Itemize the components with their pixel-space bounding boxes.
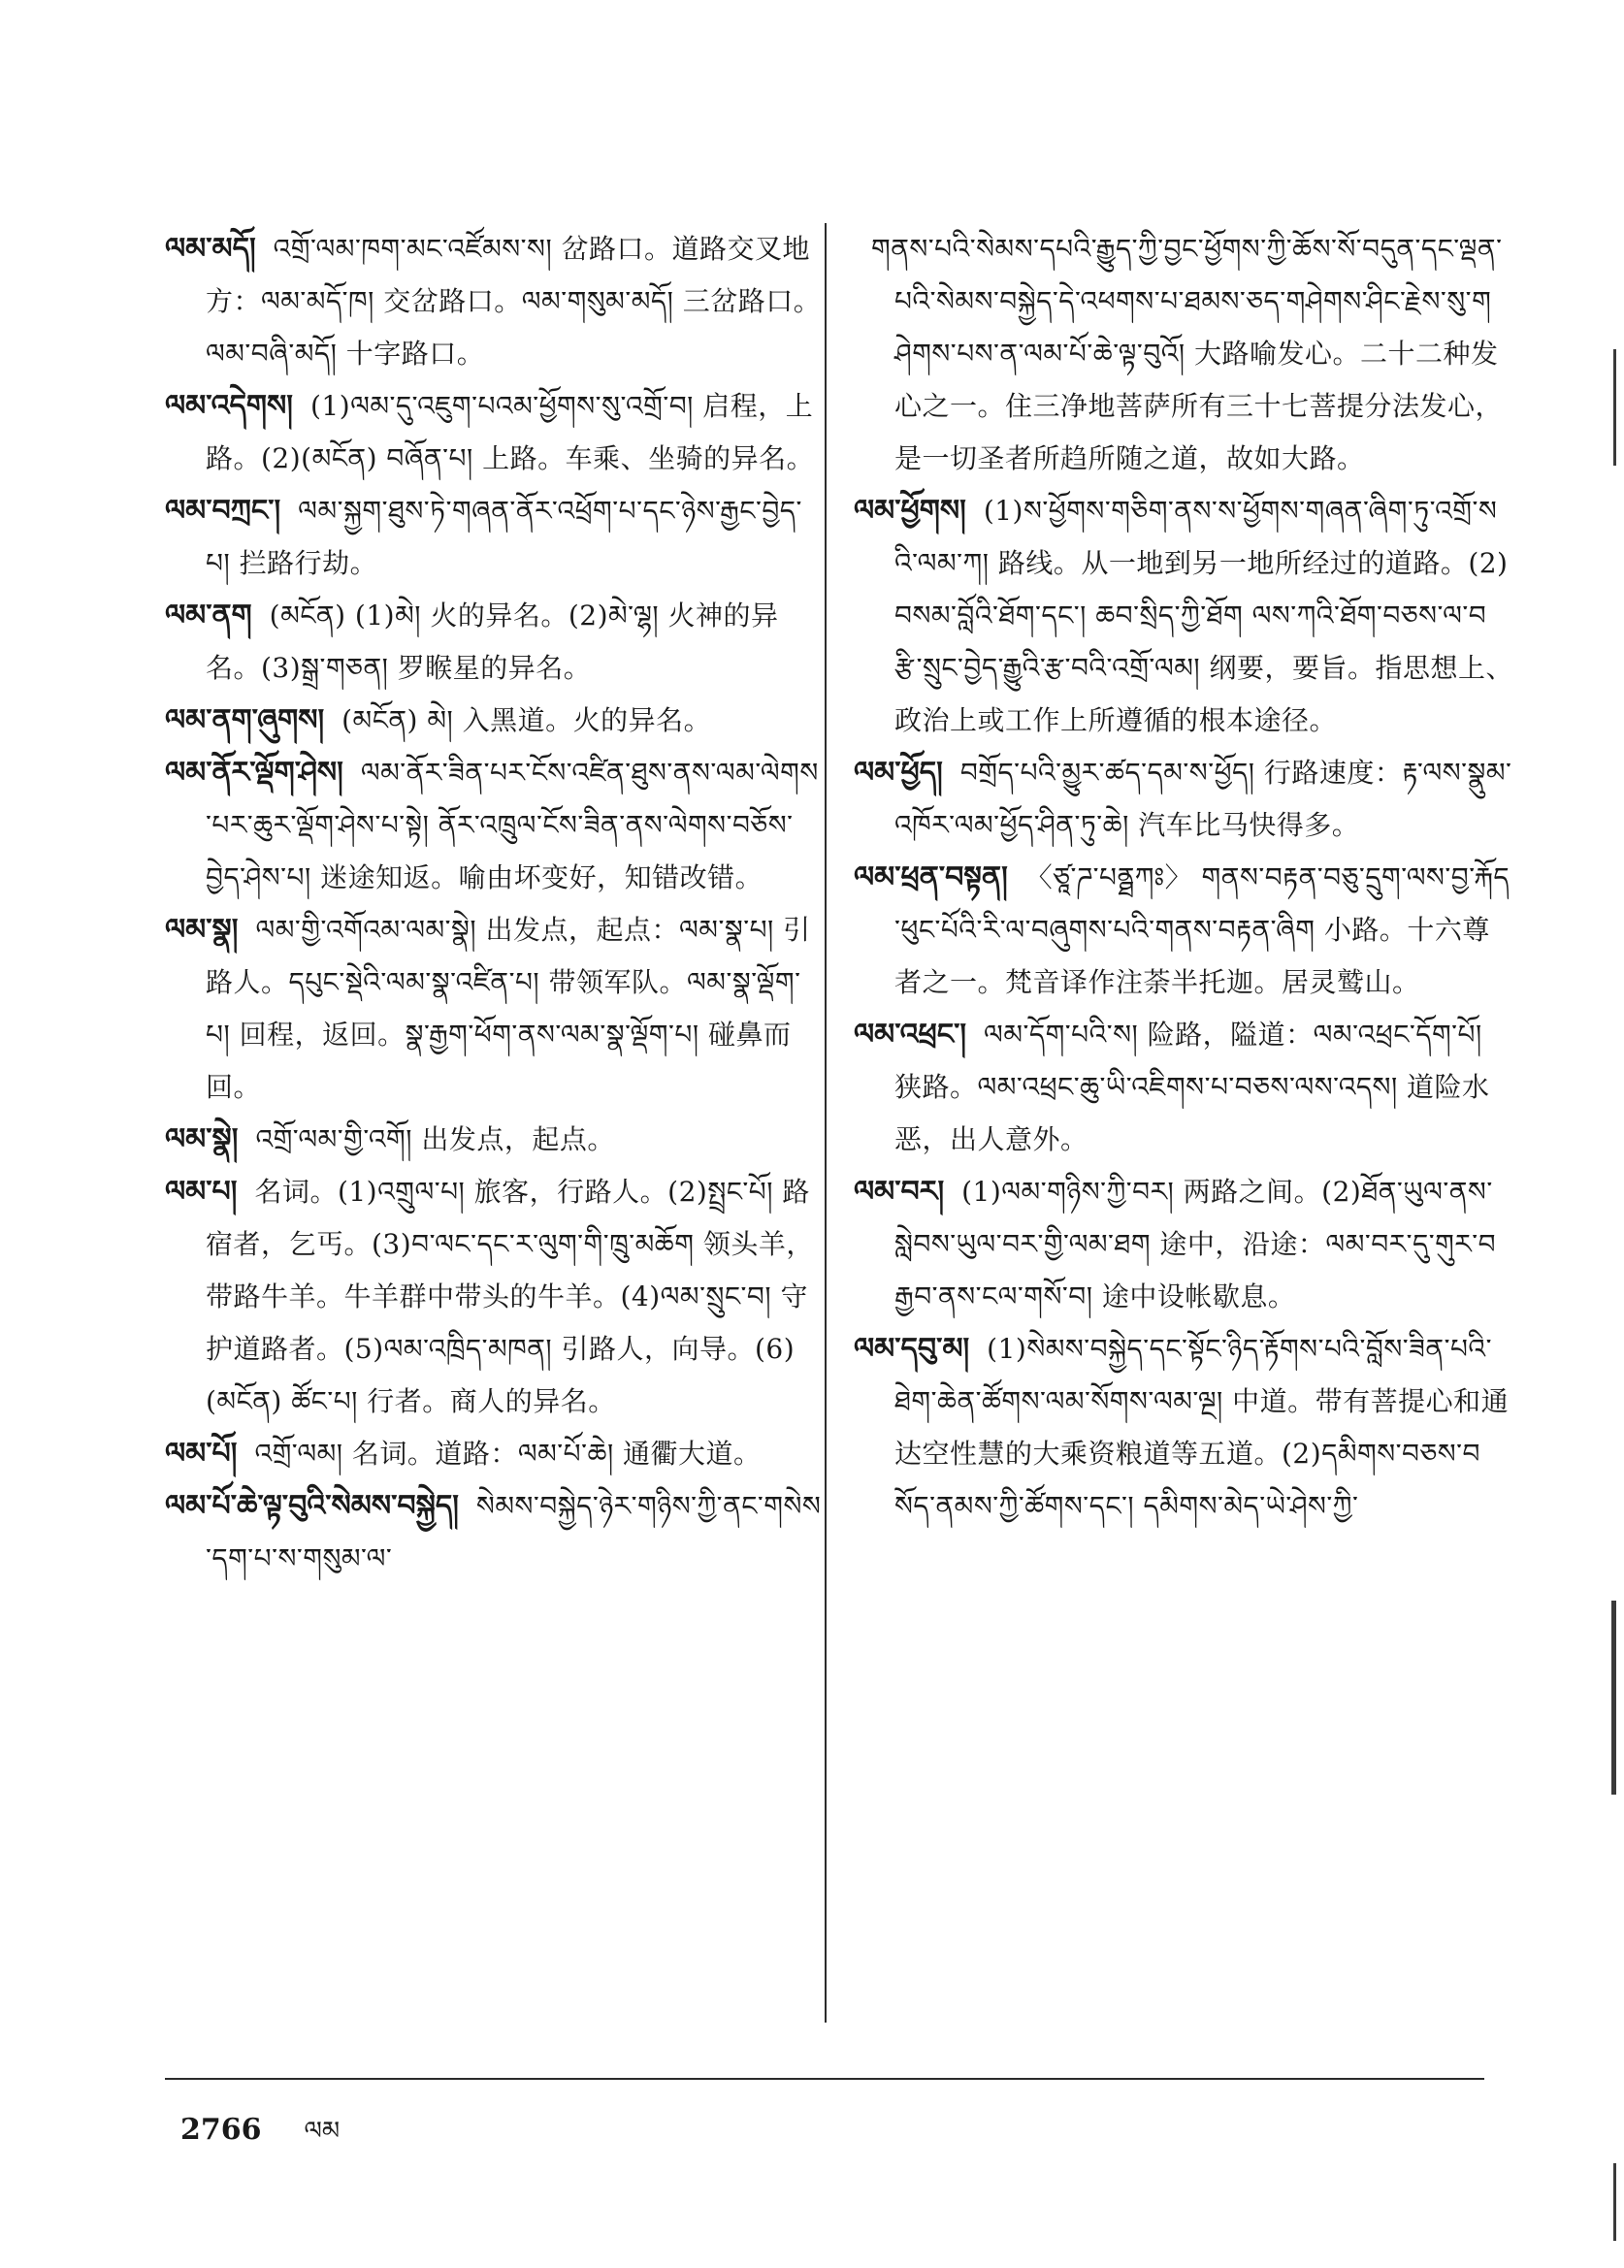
dictionary-entry: [165, 695, 825, 747]
entry-definition: (1)ལམ་གཉིས་ཀྱི་བར། 两路之间。(2)ཐོན་ཡུལ་ནས་སླེབས་ཡུལ་བར་གྱི་ལམ་ཐག 途中，沿途：ལམ་བར་དུ་གུར་བརྒྱབ་ནས་ངལ་གསོ་བ། 途中设帐歇息。: [894, 1176, 1497, 1312]
entry-definition: འགྲོ་ལམ་གྱི་འགོ། 出发点，起点。: [255, 1123, 615, 1155]
entry-headword: ལམ་སྣ།: [165, 913, 239, 947]
dictionary-entry: [165, 380, 825, 485]
entry-headword: ལམ་འདེགས།: [165, 389, 293, 423]
entry-headword: ལམ་ནག: [165, 599, 252, 632]
scan-edge-mark: [1613, 2163, 1616, 2241]
entry-headword: ལམ་ཕྲན་བསྟན།: [854, 860, 1008, 894]
page-footer: [180, 2103, 340, 2174]
dictionary-entry: [165, 590, 825, 695]
dictionary-entry-continued: [854, 223, 1513, 485]
page-number: 2766: [180, 2113, 262, 2147]
footer-rule: [165, 2078, 1484, 2080]
entry-definition: སེམས་བསྐྱེད་ཉེར་གཉིས་ཀྱི་ནང་གསེས་དག་པ་ས་གསུམ་ལ་: [206, 1490, 822, 1574]
dictionary-entry: [165, 904, 825, 1114]
dictionary-entry: [854, 1323, 1513, 1533]
entry-headword: ལམ་པོ་ཆེ་ལྟ་བུའི་སེམས་བསྐྱེད།: [165, 1489, 459, 1523]
dictionary-entry: [854, 1166, 1513, 1323]
entry-headword: ལམ་དབུ་མ།: [854, 1332, 970, 1366]
dictionary-entry: [165, 747, 825, 904]
entry-headword: ལམ་ཕྱོད།: [854, 756, 943, 790]
entry-definition: 〈ཙཱ་ཌ་པནྠཀཿ〉 གནས་བརྟན་བཅུ་དྲུག་ལས་བྱ་རྐོད་ཕུང་པོའི་རི་ལ་བཞུགས་པའི་གནས་བརྟན་ཞིག 小路。十六尊者之一。梵音译作注荼半托迦。居灵鹫山。: [894, 861, 1510, 998]
left-column: [165, 223, 825, 1585]
running-head: ལམ: [304, 2117, 341, 2146]
entry-definition: ལམ་གྱི་འགོའམ་ལམ་སྣེ། 出发点，起点：ལམ་སྣ་པ། 引路人。དཔུང་སྡེའི་ལམ་སྣ་འཛིན་པ། 带领军队。ལམ་སྣ་ལྡོག་པ། 回程，返回。སྣ་རྒྱག་ཕོག་ནས་ལམ་སྣ་ལྡོག་པ། 碰鼻而回。: [206, 914, 811, 1103]
entry-definition: (མངོན) (1)མེ། 火的异名。(2)མེ་ལྷ། 火神的异名。(3)སྒྲ་གཅན། 罗睺星的异名。: [206, 599, 779, 684]
entry-headword: ལམ་སྣེ།: [165, 1122, 239, 1156]
entry-headword: ལམ་བཀྲང་།: [165, 494, 281, 528]
entry-headword: ལམ་པ།: [165, 1175, 238, 1209]
entry-headword: ལམ་བར།: [854, 1175, 945, 1209]
entry-definition: བགྲོད་པའི་མྱུར་ཚད་དམ་ས་ཕྱོད། 行路速度：རྟ་ལས་སྣུམ་འཁོར་ལམ་ཕྱོད་ཤིན་ཏུ་ཆེ། 汽车比马快得多。: [894, 757, 1512, 841]
entry-headword: ལམ་ནག་ཞུགས།: [165, 703, 325, 737]
entry-headword: ལམ་འཕྲང་།: [854, 1018, 967, 1052]
dictionary-entry: [165, 1166, 825, 1428]
entry-definition: ལམ་དོག་པའི་ས། 险路，隘道：ལམ་འཕྲང་དོག་པོ། 狭路。ལམ་འཕྲང་ཆུ་ཡི་འཇིགས་པ་བཅས་ལས་འདས། 道险水恶，出人意外。: [894, 1019, 1490, 1155]
dictionary-entry: [854, 485, 1513, 747]
entry-definition: 名词。(1)འགྲུལ་པ། 旅客，行路人。(2)སྤྲང་པོ། 路宿者，乞丐。(3)བ་ལང་དང་ར་ལུག་གི་ཁྲུ་མཆོག 领头羊，带路牛羊。牛羊群中带头的牛羊。(4)ལམ་སྲུང་བ། 守护道路者。(5)ལམ་འཁྲིད་མཁན། 引路人，向导。(6)(མངོན) ཚོང་པ། 行者。商人的异名。: [206, 1176, 814, 1417]
entry-definition: (1)ལམ་དུ་འཇུག་པའམ་ཕྱོགས་སུ་འགྲོ་བ། 启程，上路。(2)(མངོན) བཞོན་པ། 上路。车乘、坐骑的异名。: [206, 390, 815, 474]
dictionary-entry: [854, 852, 1513, 1009]
entry-definition: (1)སེམས་བསྐྱེད་དང་སྟོང་ཉིད་རྟོགས་པའི་བློས་ཟིན་པའི་ཐེག་ཆེན་ཚོགས་ལམ་སོགས་ལམ་ལྔ། 中道。带有菩提心和通达空性慧的大乘资粮道等五道。(2)དམིགས་བཅས་བསོད་ནམས་ཀྱི་ཚོགས་དང་། དམིགས་མེད་ཡེ་ཤེས་ཀྱི་: [894, 1333, 1510, 1522]
dictionary-entry: [165, 485, 825, 590]
entry-headword: ལམ་ནོར་ལྡོག་ཤེས།: [165, 756, 343, 790]
dictionary-entry: [165, 223, 825, 380]
entry-definition: ལམ་སྐྱག་ཐུས་ཏེ་གཞན་ནོར་འཕྲོག་པ་དང་ཉེས་རྒྱང་བྱེད་པ། 拦路行劫。: [206, 495, 802, 579]
scan-edge-mark: [1613, 349, 1616, 466]
dictionary-entry: [165, 1428, 825, 1480]
dictionary-entry: [854, 747, 1513, 852]
entry-headword: ལམ་པོ།: [165, 1437, 238, 1471]
entry-definition: གནས་པའི་སེམས་དཔའི་རྒྱུད་ཀྱི་བྱང་ཕྱོགས་ཀྱི་ཆོས་སོ་བདུན་དང་ལྡན་པའི་སེམས་བསྐྱེད་དེ་འཕགས་པ་ཐམས་ཅད་གཤེགས་ཤིང་རྗེས་སུ་གཤེགས་པས་ན་ལམ་པོ་ཆེ་ལྟ་བུའོ། 大路喻发心。二十二种发心之一。住三净地菩萨所有三十七菩提分法发心，是一切圣者所趋所随之道，故如大路。: [871, 233, 1504, 474]
right-column: [854, 223, 1513, 1533]
entry-definition: (མངོན) མེ། 入黑道。火的异名。: [341, 704, 712, 736]
entry-definition: (1)ས་ཕྱོགས་གཅིག་ནས་ས་ཕྱོགས་གཞན་ཞིག་ཏུ་འགྲོ་སའི་ལམ་ཀ། 路线。从一地到另一地所经过的道路。(2)བསམ་བློའི་ཐོག་དང་། ཆབ་སྲིད་ཀྱི་ཐོག ལས་ཀའི་ཐོག་བཅས་ལ་བརྩི་སྲུང་བྱེད་རྒྱུའི་རྩ་བའི་འགྲོ་ལམ། 纲要，要旨。指思想上、政治上或工作上所遵循的根本途径。: [894, 495, 1514, 736]
column-divider: [825, 223, 827, 2023]
dictionary-entry: [854, 1009, 1513, 1166]
dictionary-entry: [165, 1480, 825, 1585]
entry-headword: ལམ་ཕྱོགས།: [854, 494, 966, 528]
entry-definition: འགྲོ་ལམ་ཁག་མང་འཛོམས་ས། 岔路口。道路交叉地方：ལམ་མདོ་ཁ། 交岔路口。ལམ་གསུམ་མདོ། 三岔路口。ལམ་བཞི་མདོ། 十字路口。: [206, 233, 822, 370]
entry-definition: ལམ་ནོར་ཟིན་པར་ངོས་འཛིན་ཐུས་ནས་ལམ་ལེགས་པར་ཆུར་ལྡོག་ཤེས་པ་སྟེ། ནོར་འཁྲུལ་ངོས་ཟིན་ནས་ལེགས་བཅོས་བྱེད་ཤེས་པ། 迷途知返。喻由坏变好，知错改错。: [206, 757, 819, 893]
entry-headword: ལམ་མདོ།: [165, 232, 256, 266]
scan-edge-mark: [1611, 1601, 1616, 1795]
entry-definition: འགྲོ་ལམ། 名词。道路：ལམ་པོ་ཆེ། 通衢大道。: [254, 1438, 762, 1470]
dictionary-entry: [165, 1114, 825, 1166]
